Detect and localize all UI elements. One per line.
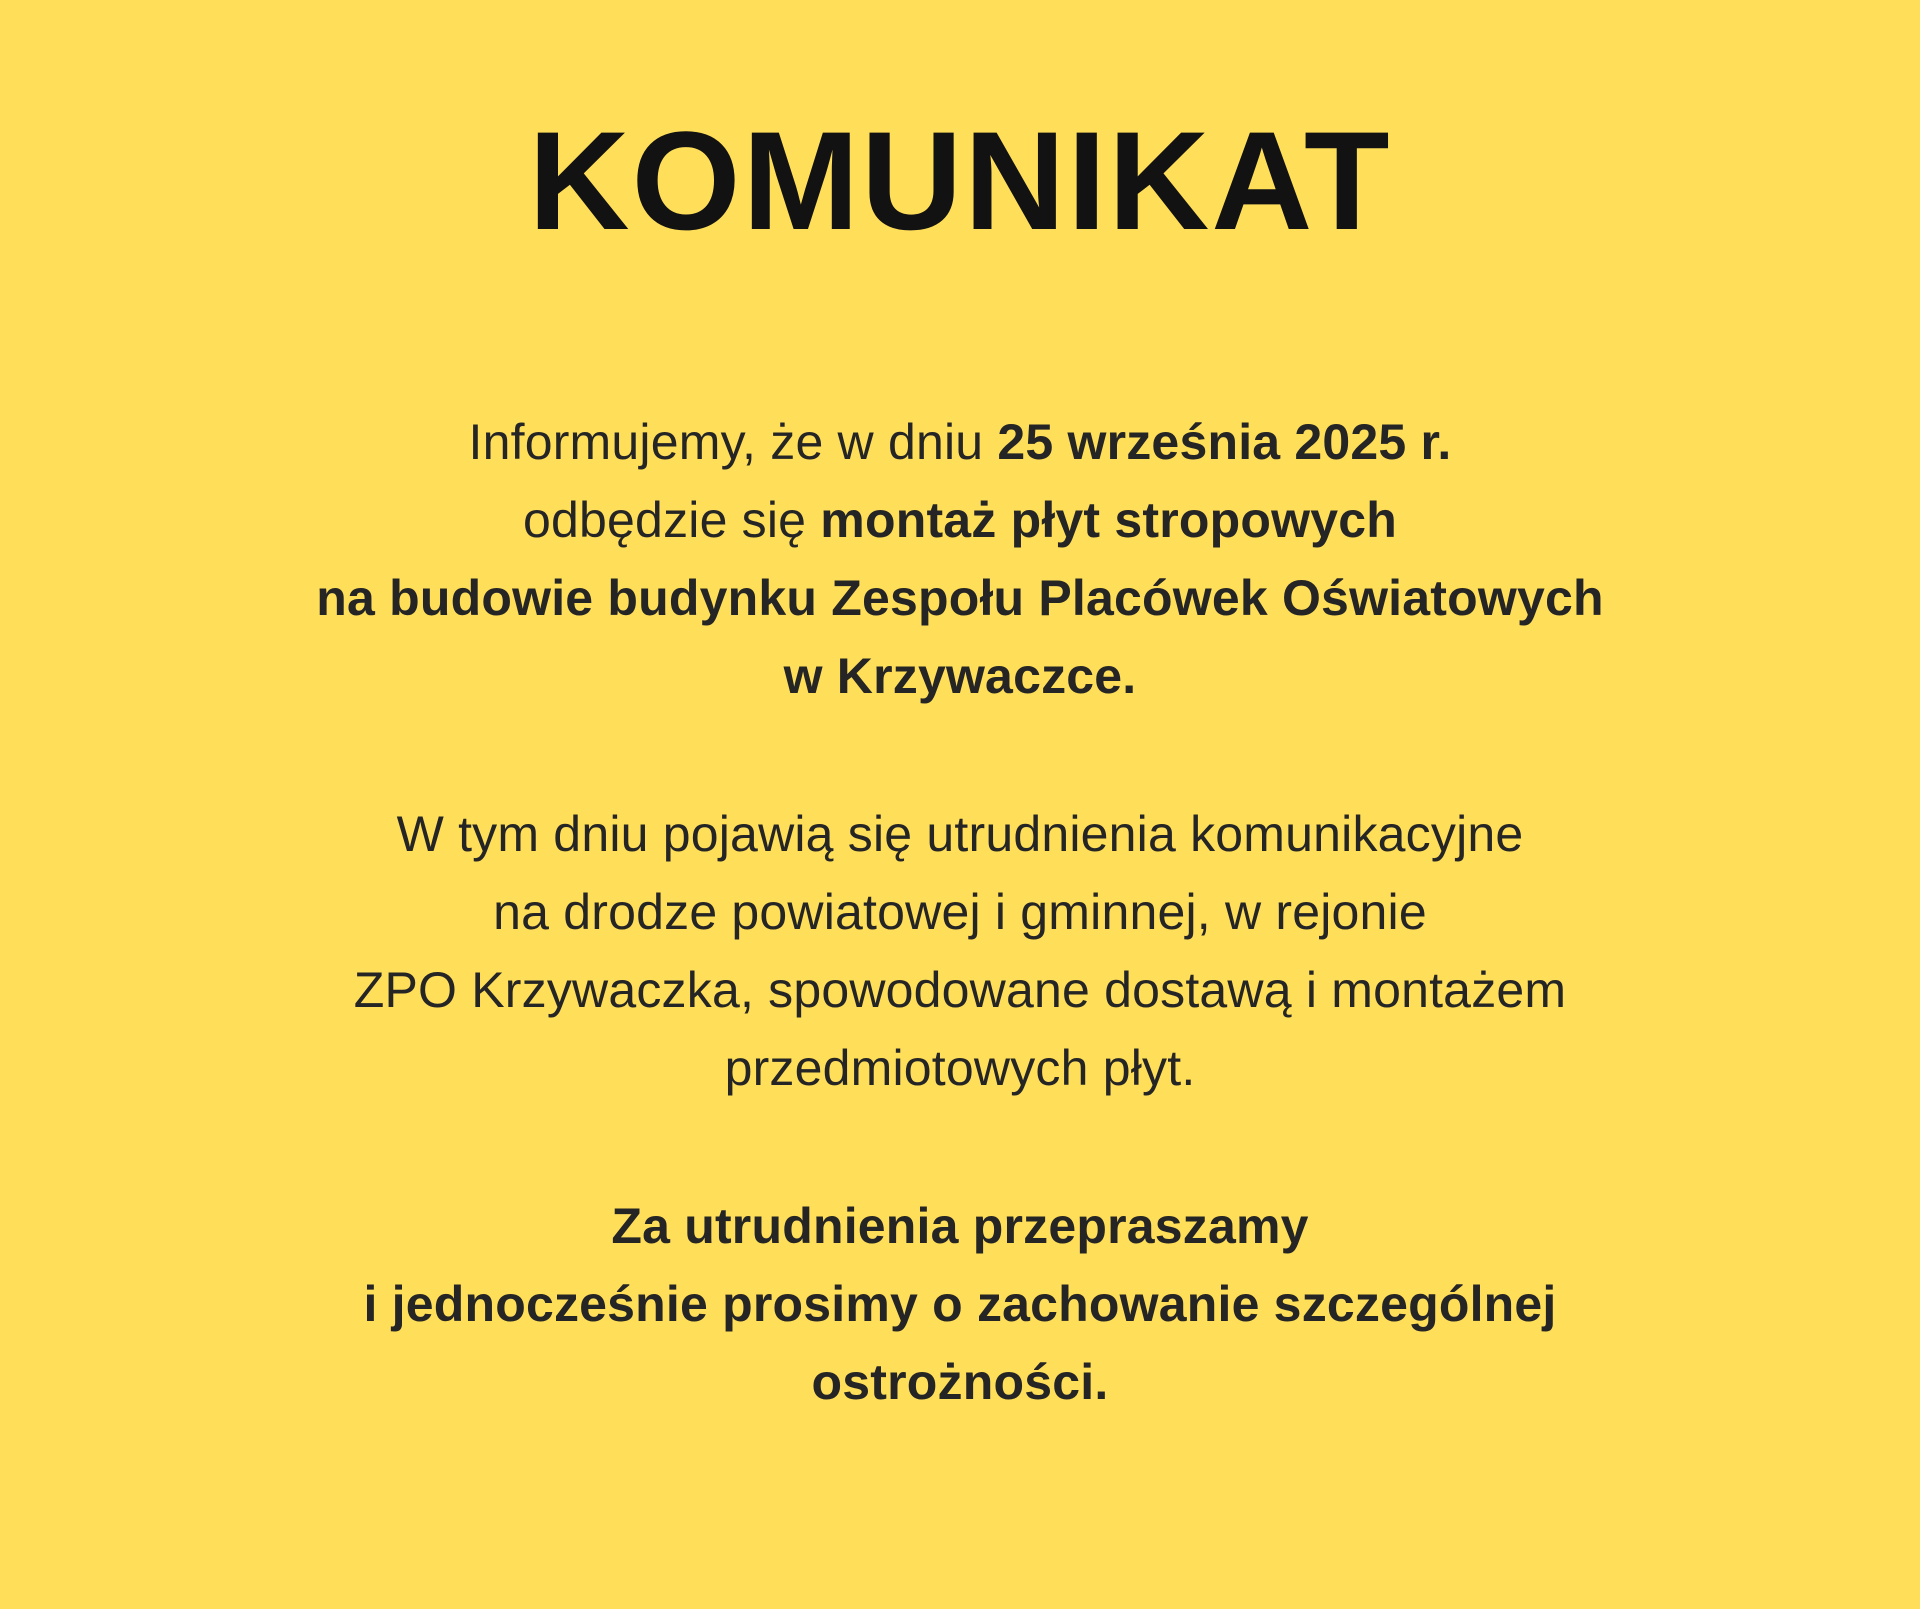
text-segment: przedmiotowych płyt. bbox=[724, 1040, 1196, 1096]
text-segment: odbędzie się bbox=[523, 492, 821, 548]
text-segment-bold: ostrożności. bbox=[811, 1354, 1109, 1410]
text-line bbox=[0, 1343, 1920, 1421]
paragraph-traffic-disruption-info bbox=[0, 795, 1920, 1107]
text-line bbox=[0, 951, 1920, 1029]
text-segment-bold: w Krzywaczce. bbox=[783, 648, 1137, 704]
text-segment-bold: na budowie budynku Zespołu Placówek Oświatowych bbox=[316, 570, 1604, 626]
paragraph-construction-date-info bbox=[0, 403, 1920, 715]
text-line bbox=[0, 795, 1920, 873]
text-segment: ZPO Krzywaczka, spowodowane dostawą i montażem bbox=[353, 962, 1567, 1018]
text-segment-bold: Za utrudnienia przepraszamy bbox=[611, 1198, 1309, 1254]
text-line bbox=[0, 1029, 1920, 1107]
text-segment-bold: montaż płyt stropowych bbox=[820, 492, 1397, 548]
text-segment-bold: 25 września 2025 r. bbox=[997, 414, 1452, 470]
text-segment: Informujemy, że w dniu bbox=[468, 414, 998, 470]
announcement-title: KOMUNIKAT bbox=[528, 102, 1392, 259]
text-segment: W tym dniu pojawią się utrudnienia komunikacyjne bbox=[396, 806, 1524, 862]
announcement-body bbox=[0, 403, 1920, 1421]
text-line bbox=[0, 1187, 1920, 1265]
text-line bbox=[0, 1265, 1920, 1343]
text-line bbox=[0, 637, 1920, 715]
text-segment: na drodze powiatowej i gminnej, w rejonie bbox=[493, 884, 1427, 940]
text-line bbox=[0, 873, 1920, 951]
text-line bbox=[0, 559, 1920, 637]
text-segment-bold: i jednocześnie prosimy o zachowanie szczególnej bbox=[363, 1276, 1557, 1332]
text-line bbox=[0, 403, 1920, 481]
text-line bbox=[0, 481, 1920, 559]
paragraph-apology-and-caution bbox=[0, 1187, 1920, 1421]
